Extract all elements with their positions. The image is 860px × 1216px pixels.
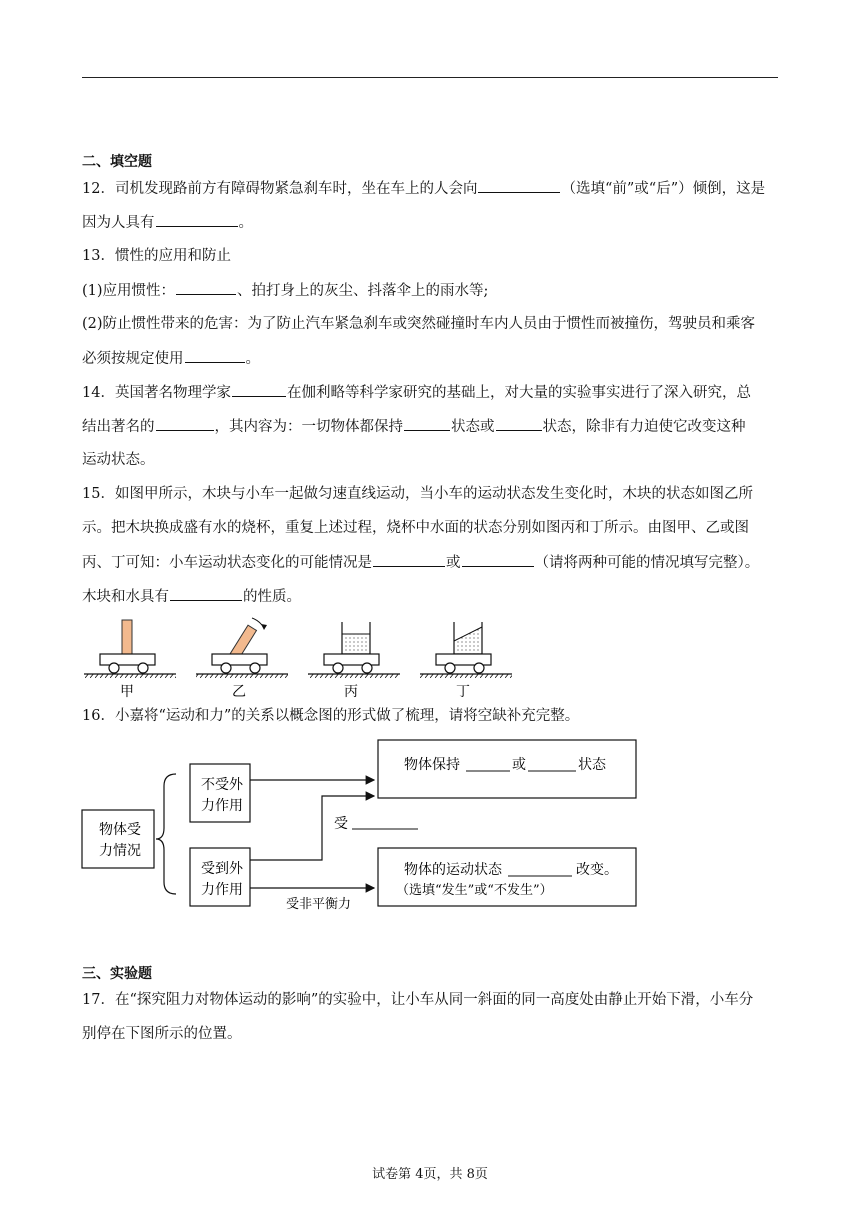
- section-fill-heading: 二、填空题: [82, 154, 152, 170]
- q14-blank-3[interactable]: [404, 416, 450, 431]
- q15-line3: [82, 552, 759, 573]
- q15-text-3a: 丙、丁可知：小车运动状态变化的可能情况是: [82, 555, 372, 571]
- cart-jia: [84, 620, 176, 678]
- q12-text-d: 。: [238, 215, 253, 231]
- q13-line3: [82, 348, 260, 369]
- result2-text-a: 物体的运动状态: [404, 862, 502, 878]
- q15-line2: 示。把木块换成盛有水的烧杯，重复上述过程，烧杯中水面的状态分别如图丙和丁所示。由图甲、乙或图: [82, 520, 749, 536]
- q14-line1: [82, 382, 751, 403]
- q12-line2: [82, 212, 253, 233]
- box-force-line2: 力作用: [201, 882, 243, 898]
- box-no-force-line2: 力作用: [201, 798, 243, 814]
- figure-label-bing: 丙: [344, 684, 358, 700]
- box-root-line2: 力情况: [99, 843, 141, 859]
- q14-text-2a: 结出著名的: [82, 419, 155, 435]
- q14-blank-2[interactable]: [156, 416, 214, 431]
- beaker-water-tilted: [456, 628, 480, 654]
- q14-line3: 运动状态。: [82, 452, 155, 468]
- q13-text-1b: 、拍打身上的灰尘、抖落伞上的雨水等;: [237, 283, 489, 299]
- q16-concept-map: [80, 734, 640, 914]
- box-root-line1: 物体受: [99, 822, 141, 838]
- q14-text-2b: ，其内容为：一切物体都保持: [214, 419, 403, 435]
- q15-text-3b: 或: [446, 555, 461, 571]
- q14-line2: [82, 416, 746, 437]
- q15-line1: 15．如图甲所示，木块与小车一起做匀速直线运动，当小车的运动状态发生变化时，木块的状态如图乙所: [82, 486, 753, 502]
- q13-title: 13．惯性的应用和防止: [82, 248, 231, 264]
- result2-hint: （选填“发生”或“不发生”）: [396, 883, 553, 898]
- q12-blank-1[interactable]: [478, 178, 560, 193]
- box-no-force-line1: 不受外: [201, 777, 243, 793]
- figure-label-jia: 甲: [120, 684, 134, 700]
- result2-text-b: 改变。: [576, 862, 618, 878]
- q13-line2: (2)防止惯性带来的危害：为了防止汽车紧急刹车或突然碰撞时车内人员由于惯性而被撞伤，驾驶员和乘客: [82, 316, 756, 332]
- q12-text-b: （选填“前”或“后”）倾倒，这是: [561, 181, 766, 197]
- q12-line1: [82, 178, 765, 199]
- q17-line1: 17．在“探究阻力对物体运动的影响”的实验中，让小车从同一斜面的同一高度处由静止开始下滑，小车分: [82, 992, 754, 1008]
- figure-label-ding: 丁: [456, 684, 470, 700]
- q12-text-a: 12．司机发现路前方有障碍物紧急刹车时，坐在车上的人会向: [82, 181, 478, 197]
- q15-text-3c: （请将两种可能的情况填写完整）。: [534, 555, 760, 571]
- cart-yi: [196, 618, 288, 678]
- q14-text-1b: 在伽利略等科学家研究的基础上，对大量的实验事实进行了深入研究，总: [286, 385, 751, 401]
- q15-blank-3[interactable]: [170, 586, 242, 601]
- q12-blank-2[interactable]: [156, 212, 238, 227]
- arrow-balanced: [250, 796, 374, 860]
- unbalanced-label: 受非平衡力: [286, 897, 352, 912]
- cart-ding: [420, 622, 512, 678]
- page-footer: 试卷第 4页，共 8页: [372, 1167, 488, 1182]
- q14-text-1a: 14．英国著名物理学家: [82, 385, 231, 401]
- q16-text: 16．小嘉将“运动和力”的关系以概念图的形式做了梳理，请将空缺补充完整。: [82, 708, 580, 724]
- q13-blank-2[interactable]: [185, 348, 245, 363]
- result1-text-a: 物体保持: [404, 757, 460, 773]
- q15-text-4a: 木块和水具有: [82, 589, 169, 605]
- result1-text-b: 或: [512, 757, 526, 773]
- brace: [156, 774, 176, 894]
- result1-text-c: 状态: [578, 757, 606, 773]
- cart-bing: [308, 622, 400, 678]
- beaker-water-level: [344, 634, 368, 654]
- q13-blank-1[interactable]: [176, 280, 236, 295]
- q14-blank-1[interactable]: [232, 382, 286, 397]
- q14-text-2c: 状态或: [451, 419, 495, 435]
- tilt-arrow-icon: [252, 618, 264, 628]
- q13-text-1a: (1)应用惯性：: [82, 283, 176, 299]
- q14-blank-4[interactable]: [496, 416, 542, 431]
- wood-block-upright: [122, 620, 132, 654]
- header-rule: [82, 77, 778, 78]
- q15-line4: [82, 586, 301, 607]
- q15-text-4b: 的性质。: [243, 589, 301, 605]
- box-force-line1: 受到外: [201, 861, 243, 877]
- q13-text-3a: 必须按规定使用: [82, 351, 184, 367]
- q17-line2: 别停在下图所示的位置。: [82, 1026, 242, 1042]
- branch-label: 受: [334, 816, 348, 832]
- box-root: [82, 810, 154, 868]
- q13-text-3b: 。: [245, 351, 260, 367]
- q13-line1: [82, 280, 488, 301]
- q15-blank-1[interactable]: [373, 552, 445, 567]
- q15-figure: [80, 612, 520, 704]
- section-experiment-heading: 三、实验题: [82, 966, 152, 982]
- q12-text-c: 因为人具有: [82, 215, 155, 231]
- figure-label-yi: 乙: [232, 684, 246, 700]
- q15-blank-2[interactable]: [462, 552, 534, 567]
- q14-text-2d: 状态，除非有力迫使它改变这种: [542, 419, 746, 435]
